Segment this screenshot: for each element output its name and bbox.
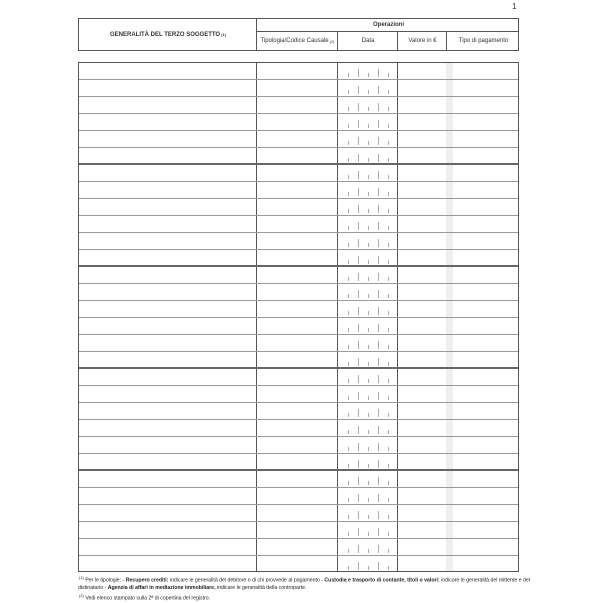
tipo-pagamento-label: Tipo di pagamento <box>458 38 509 44</box>
footnote-1 <box>78 574 548 592</box>
date-tick-marks <box>341 267 397 284</box>
date-tick-marks <box>341 505 397 522</box>
table-row[interactable] <box>79 335 518 352</box>
tipologia-label: Tipologia/Codice Causale <box>260 38 329 44</box>
date-tick-marks <box>341 148 397 165</box>
table-row[interactable] <box>79 165 518 182</box>
footnote-1-bold: Agenzia di affari in mediazione immobiliare, <box>107 584 216 591</box>
date-tick-marks <box>341 284 397 301</box>
date-tick-marks <box>341 301 397 318</box>
table-row[interactable] <box>79 318 518 335</box>
table-row[interactable] <box>79 488 518 505</box>
data-label: Data <box>361 38 375 44</box>
footnote-1-text: Per le tipologie: - <box>85 577 126 584</box>
table-row[interactable] <box>79 114 518 131</box>
table-row[interactable] <box>79 97 518 114</box>
entries-table <box>78 62 519 572</box>
footnote-1-bold: Custodia e trasporto di contante, titoli o valori: <box>324 577 440 584</box>
subject-header <box>79 19 257 50</box>
page-number: 1 <box>512 2 517 11</box>
footnote-2-marker: (2) <box>79 593 84 599</box>
date-tick-marks <box>341 420 397 437</box>
table-row[interactable] <box>79 454 518 471</box>
date-tick-marks <box>341 80 397 97</box>
footnote-1-marker: (1) <box>79 575 84 580</box>
table-row[interactable] <box>79 80 518 97</box>
date-tick-marks <box>341 233 397 250</box>
table-row[interactable] <box>79 148 518 165</box>
date-tick-marks <box>341 369 397 386</box>
table-row[interactable] <box>79 369 518 386</box>
footnote-2 <box>78 592 548 603</box>
date-tick-marks <box>341 386 397 403</box>
footnote-1-bold: Recupero crediti: <box>125 577 169 584</box>
table-row[interactable] <box>79 250 518 267</box>
date-tick-marks <box>341 182 397 199</box>
date-tick-marks <box>341 131 397 148</box>
table-row[interactable] <box>79 522 518 539</box>
table-row[interactable] <box>79 131 518 148</box>
table-row[interactable] <box>79 301 518 318</box>
table-row[interactable] <box>79 420 518 437</box>
date-tick-marks <box>341 250 397 267</box>
date-tick-marks <box>341 539 397 556</box>
date-tick-marks <box>341 335 397 352</box>
table-row[interactable] <box>79 284 518 301</box>
column-header-tipo-pagamento <box>447 32 520 50</box>
date-tick-marks <box>341 216 397 233</box>
date-tick-marks <box>341 488 397 505</box>
date-tick-marks <box>341 556 397 573</box>
footnote-1-text: indicare le generalità del mittente e del distinatario - <box>78 577 530 591</box>
footnote-1-text: indicare le generalità del debitore o di chi provvede al pagamento - <box>168 577 325 584</box>
table-row[interactable] <box>79 437 518 454</box>
footnote-2-text: Vedi elenco stampato sulla 2ª di copertina del registro. <box>85 595 211 602</box>
subject-header-label: GENERALITÀ DEL TERZO SOGGETTO <box>109 31 221 38</box>
table-row[interactable] <box>79 182 518 199</box>
table-row[interactable] <box>79 267 518 284</box>
column-header-data <box>338 32 398 50</box>
date-tick-marks <box>341 318 397 335</box>
table-row[interactable] <box>79 386 518 403</box>
table-row[interactable] <box>79 352 518 369</box>
date-tick-marks <box>341 63 397 80</box>
date-tick-marks <box>341 471 397 488</box>
date-tick-marks <box>341 403 397 420</box>
date-tick-marks <box>341 454 397 471</box>
date-tick-marks <box>341 165 397 182</box>
date-tick-marks <box>341 199 397 216</box>
footnote-ref-2: (2) <box>329 38 335 44</box>
table-row[interactable] <box>79 216 518 233</box>
date-tick-marks <box>341 437 397 454</box>
column-header-valore <box>398 32 447 50</box>
date-tick-marks <box>341 352 397 369</box>
footnote-ref-1: (1) <box>221 32 226 37</box>
table-header <box>78 18 519 51</box>
operations-header-label: Operazioni <box>372 22 404 28</box>
date-tick-marks <box>341 522 397 539</box>
table-row[interactable] <box>79 63 518 80</box>
date-tick-marks <box>341 97 397 114</box>
operations-header <box>257 19 520 31</box>
valore-label: Valore in € <box>408 38 437 44</box>
table-row[interactable] <box>79 556 518 573</box>
date-tick-marks <box>341 114 397 131</box>
table-row[interactable] <box>79 403 518 420</box>
table-row[interactable] <box>79 539 518 556</box>
footnote-1-text: indicare le generalità della controparte. <box>215 584 307 591</box>
table-row[interactable] <box>79 471 518 488</box>
table-row[interactable] <box>79 233 518 250</box>
footnotes <box>78 574 548 603</box>
table-row[interactable] <box>79 505 518 522</box>
table-row[interactable] <box>79 199 518 216</box>
column-header-tipologia <box>257 32 338 50</box>
